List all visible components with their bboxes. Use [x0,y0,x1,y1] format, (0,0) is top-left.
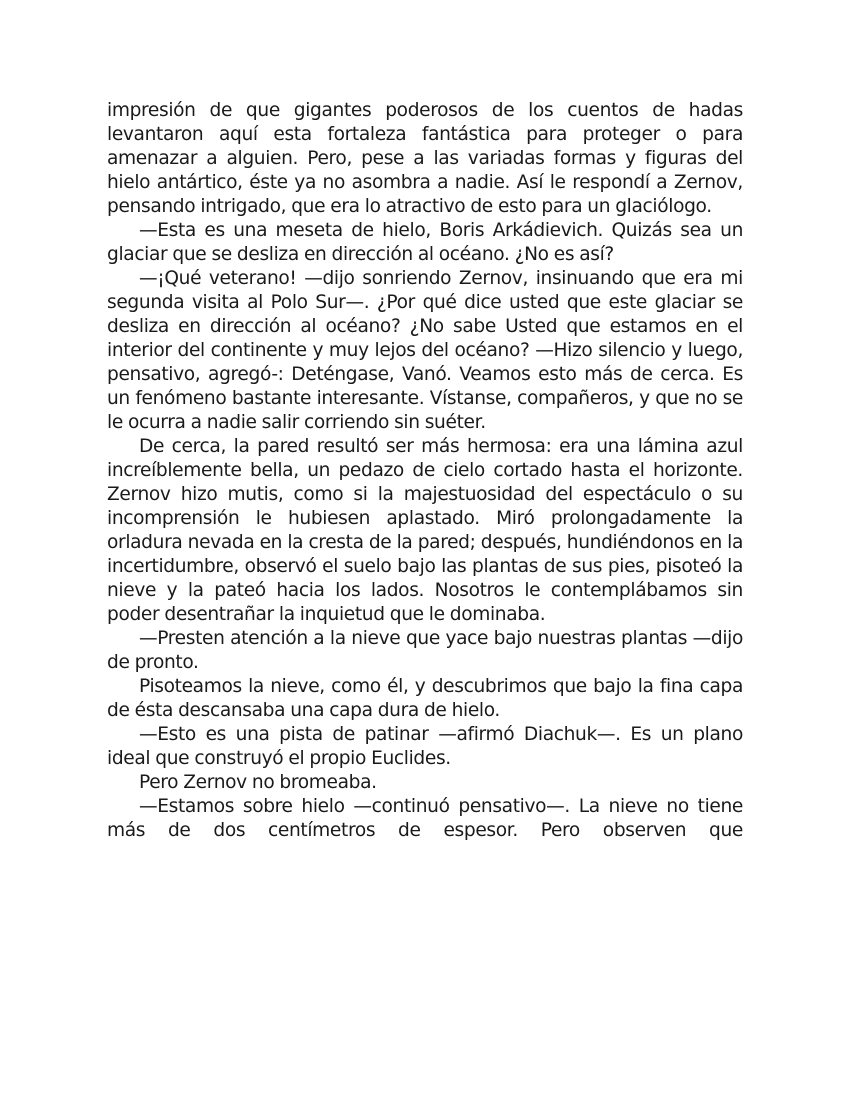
paragraph: De cerca, la pared resultó ser más hermosa: era una lámina azul increíblemente bella, un pedazo de cielo cortado hasta el horizonte. Zernov hizo mutis, como si la majestuosidad del espectáculo o su incomprensión le hubiesen aplastado. Miró prolongadamente la orladura nevada en la cresta de la pared; después, hundiéndonos en la incertidumbre, observó el suelo bajo las plantas de sus pies, pisoteó la nieve y la pateó hacia los lados. Nosotros le contemplábamos sin poder desentrañar la inquietud que le dominaba. [107,436,743,625]
document-page [107,99,743,843]
paragraph-last: —Estamos sobre hielo —continuó pensativo—. La nieve no tiene más de dos centímetros de espesor. Pero observen que [107,796,743,841]
paragraph: —Esta es una meseta de hielo, Boris Arkádievich. Quizás sea un glaciar que se desliza en dirección al océano. ¿No es así? [107,220,743,265]
paragraph: —Presten atención a la nieve que yace bajo nuestras plantas —dijo de pronto. [107,628,743,673]
paragraph: —Esto es una pista de patinar —afirmó Diachuk—. Es un plano ideal que construyó el propio Euclides. [107,724,743,769]
paragraph: Pisoteamos la nieve, como él, y descubrimos que bajo la fina capa de ésta descansaba una capa dura de hielo. [107,676,743,721]
paragraph: —¡Qué veterano! —dijo sonriendo Zernov, insinuando que era mi segunda visita al Polo Sur—. ¿Por qué dice usted que este glaciar se desliza en dirección al océano? ¿No sabe Usted que estamos en el interior del continente y muy lejos del océano? —Hizo silencio y luego, pensativo, agregó-: Deténgase, Vanó. Veamos esto más de cerca. Es un fenómeno bastante interesante. Vístanse, compañeros, y que no se le ocurra a nadie salir corriendo sin suéter. [107,268,743,433]
paragraph: Pero Zernov no bromeaba. [139,772,377,793]
paragraph: impresión de que gigantes poderosos de los cuentos de hadas levantaron aquí esta fortaleza fantástica para proteger o para amenazar a alguien. Pero, pese a las variadas formas y figuras del hielo antártico, éste ya no asombra a nadie. Así le respondí a Zernov, pensando intrigado, que era lo atractivo de esto para un glaciólogo. [107,100,743,217]
